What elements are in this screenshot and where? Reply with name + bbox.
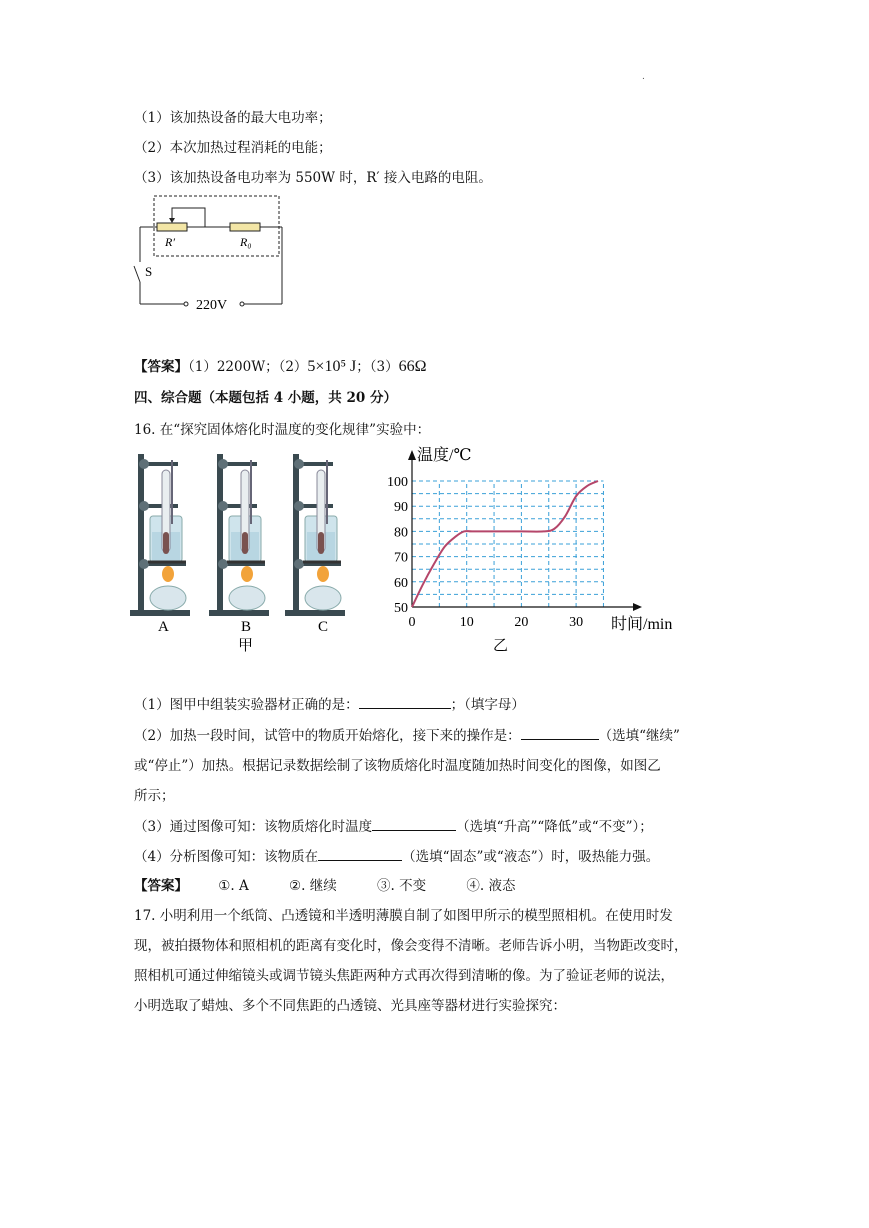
section-4-heading: 四、综合题（本题包括 4 小题，共 20 分）: [134, 390, 397, 406]
y-tick-label: 50: [394, 601, 408, 616]
label-switch: S: [145, 264, 153, 279]
x-axis-label: 时间/min: [611, 616, 673, 633]
label-r0: R₀: [240, 235, 252, 249]
q16-sub-2: [134, 724, 680, 744]
q15-item-3: （3）该加热设备电功率为 550W 时，R′ 接入电路的电阻。: [134, 170, 492, 186]
y-tick-label: 80: [394, 525, 408, 541]
q16-answer-4: ④. 液态: [466, 878, 516, 894]
q16-answer: [134, 874, 516, 894]
x-tick-label: 10: [459, 615, 474, 630]
label-a: A: [158, 619, 169, 635]
q16-sub-1-b: ；（填字母）: [450, 697, 525, 713]
q16-answer-2: ②. 继续: [289, 878, 337, 894]
x-tick-label: 0: [408, 615, 416, 630]
blank-1[interactable]: [359, 696, 451, 709]
label-r-prime: R′: [165, 235, 175, 249]
answer-label: 【答案】: [134, 359, 188, 375]
circuit-diagram: [130, 190, 290, 320]
y-axis-arrow-icon: [408, 450, 416, 460]
q17-line-2: 现，被拍摄物体和照相机的距离有变化时，像会变得不清晰。老师告诉小明，当物距改变时，: [134, 938, 688, 954]
q16-sub-3-b: （选填“升高”“降低”或“不变”）；: [456, 819, 653, 835]
x-tick-label: 20: [514, 615, 529, 630]
y-axis-label: 温度/℃: [417, 447, 472, 464]
q17-line-4: 小明选取了蜡烛、多个不同焦距的凸透镜、光具座等器材进行实验探究：: [134, 998, 566, 1014]
q16-sub-2-cont: 或“停止”）加热。根据记录数据绘制了该物质熔化时温度随加热时间变化的图像，如图乙: [134, 758, 661, 774]
resistor-r0: [230, 223, 260, 231]
q16-answer-1: ①. A: [218, 878, 249, 894]
y-tick-label: 70: [394, 550, 408, 566]
q16-stem: 16. 在“探究固体熔化时温度的变化规律”实验中：: [134, 422, 431, 438]
q16-sub-3: [134, 815, 653, 835]
y-tick-label: 100: [387, 475, 408, 490]
q15-answer: [134, 355, 426, 376]
label-voltage: 220V: [196, 298, 228, 313]
answer-part-1: （1）2200W；（2）: [188, 359, 308, 375]
q17-line-3: 照相机可通过伸缩镜头或调节镜头焦距两种方式再次得到清晰的像。为了验证老师的说法，: [134, 968, 674, 984]
q16-sub-4: [134, 845, 659, 865]
q16-answer-3: ③. 不变: [377, 878, 427, 894]
q16-sub-4-a: （4）分析图像可知：该物质在: [134, 849, 319, 865]
answer-part-4: 66Ω: [398, 358, 427, 375]
label-b: B: [241, 619, 252, 635]
apparatus-a: [130, 454, 190, 616]
blank-3[interactable]: [372, 818, 456, 831]
q15-item-2: （2）本次加热过程消耗的电能；: [134, 140, 332, 156]
apparatus-figure: [128, 446, 378, 656]
x-axis-arrow-icon: [633, 603, 642, 611]
label-c: C: [318, 619, 329, 635]
temperature-chart: [375, 440, 685, 656]
x-tick-label: 30: [569, 615, 584, 630]
q16-sub-4-b: （选填“固态”或“液态”）时，吸热能力强。: [402, 849, 660, 865]
resistor-r-prime: [157, 223, 187, 231]
y-tick-label: 90: [394, 500, 408, 516]
q17-line-1: 17. 小明利用一个纸筒、凸透镜和半透明薄膜自制了如图甲所示的模型照相机。在使用时发: [134, 908, 673, 924]
y-tick-label: 60: [394, 575, 408, 591]
page-mark: .: [642, 72, 645, 82]
q15-item-1: （1）该加热设备的最大电功率；: [134, 110, 332, 126]
q16-sub-1-a: （1）图甲中组装实验器材正确的是：: [134, 697, 359, 713]
blank-2[interactable]: [521, 727, 599, 740]
answer-part-3: ；（3）: [356, 359, 399, 375]
slider-arrow-icon: [169, 218, 175, 223]
q16-sub-2-b: （选填“继续”: [598, 728, 680, 744]
q16-sub-2-a: （2）加热一段时间，试管中的物质开始熔化，接下来的操作是：: [134, 728, 521, 744]
q16-answer-label: 【答案】: [134, 878, 188, 894]
q16-sub-3-a: （3）通过图像可知：该物质熔化时温度: [134, 819, 373, 835]
blank-4[interactable]: [318, 848, 402, 861]
q16-sub-1: [134, 693, 525, 713]
caption-jia: 甲: [238, 638, 254, 654]
answer-part-2: 5×10⁵ J: [307, 358, 357, 375]
caption-yi: 乙: [493, 638, 509, 654]
q16-sub-2-end: 所示；: [134, 788, 175, 804]
